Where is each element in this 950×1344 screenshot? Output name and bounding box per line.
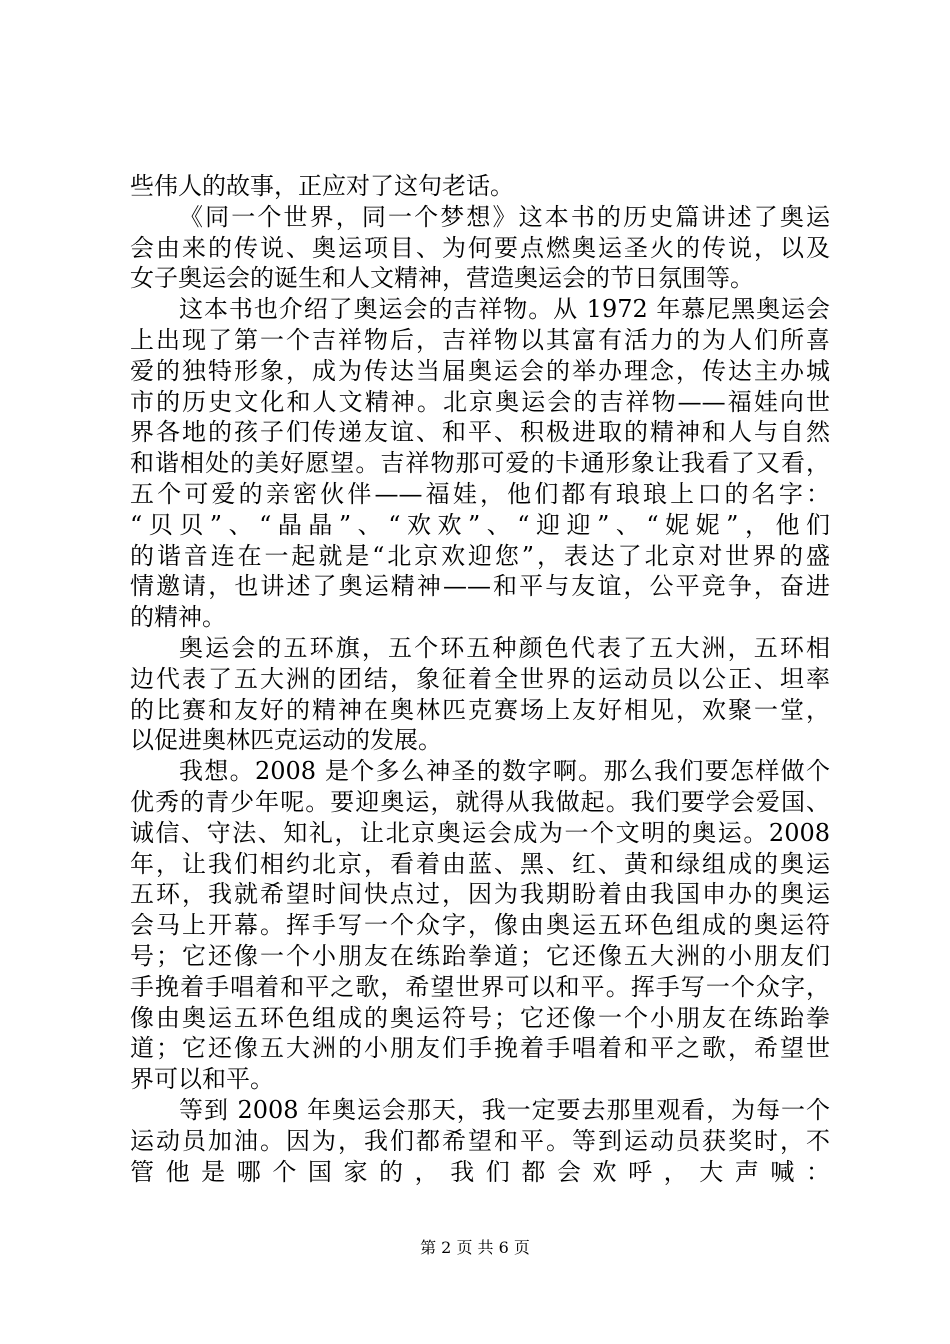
text-line: 优秀的青少年呢。要迎奥运，就得从我做起。我们要学会爱国、	[130, 787, 830, 816]
page-number-footer: 第 2 页 共 6 页	[420, 1238, 530, 1257]
text-line: 些伟人的故事，正应对了这句老话。	[130, 172, 514, 200]
text-line: 等到 2008 年奥运会那天，我一定要去那里观看，为每一个	[179, 1095, 830, 1124]
text-line: 以促进奥林匹克运动的发展。	[130, 726, 442, 755]
text-line: 市的历史文化和人文精神。北京奥运会的吉祥物——福娃向世	[130, 387, 830, 416]
text-line: 年，让我们相约北京，看着由蓝、黑、红、黄和绿组成的奥运	[130, 849, 830, 878]
text-line: 女子奥运会的诞生和人文精神，营造奥运会的节日氛围等。	[130, 264, 754, 293]
text-line: 奥运会的五环旗，五个环五种颜色代表了五大洲，五环相	[179, 633, 830, 662]
text-line: 运动员加油。因为，我们都希望和平。等到运动员获奖时，不	[130, 1126, 830, 1155]
text-line: 会马上开幕。挥手写一个众字，像由奥运五环色组成的奥运符	[130, 911, 830, 940]
text-line: 诚信、守法、知礼，让北京奥运会成为一个文明的奥运。2008	[130, 818, 830, 847]
text-line: 边代表了五大洲的团结，象征着全世界的运动员以公正、坦率	[130, 664, 830, 693]
text-line: 上出现了第一个吉祥物后，吉祥物以其富有活力的为人们所喜	[130, 325, 830, 354]
text-line: 情邀请，也讲述了奥运精神——和平与友谊，公平竞争，奋进	[130, 572, 830, 601]
text-line: 五个可爱的亲密伙伴——福娃，他们都有琅琅上口的名字：	[130, 479, 830, 508]
text-line: 和谐相处的美好愿望。吉祥物那可爱的卡通形象让我看了又看，	[130, 449, 830, 478]
text-line: 的谐音连在一起就是“北京欢迎您”，表达了北京对世界的盛	[130, 541, 830, 570]
text-line: 界各地的孩子们传递友谊、和平、积极进取的精神和人与自然	[130, 418, 830, 447]
text-line: 我想。2008 是个多么神圣的数字啊。那么我们要怎样做个	[179, 757, 830, 786]
text-line: 的比赛和友好的精神在奥林匹克赛场上友好相见，欢聚一堂，	[130, 695, 830, 724]
text-line: 的精神。	[130, 603, 226, 632]
text-line: 管他是哪个国家的，我们都会欢呼，大声喊：	[130, 1157, 830, 1186]
text-line: “贝贝”、“晶晶”、“欢欢”、“迎迎”、“妮妮”，他们	[130, 510, 830, 539]
text-line: 界可以和平。	[130, 1065, 274, 1094]
text-line: 爱的独特形象，成为传达当届奥运会的举办理念，传达主办城	[130, 356, 830, 385]
text-line: 这本书也介绍了奥运会的吉祥物。从 1972 年慕尼黑奥运会	[179, 295, 830, 324]
text-line: 《同一个世界，同一个梦想》这本书的历史篇讲述了奥运	[179, 202, 830, 231]
text-line: 手挽着手唱着和平之歌，希望世界可以和平。挥手写一个众字，	[130, 972, 830, 1001]
body-text	[130, 171, 830, 1187]
text-line: 五环，我就希望时间快点过，因为我期盼着由我国申办的奥运	[130, 880, 830, 909]
text-line: 号；它还像一个小朋友在练跆拳道；它还像五大洲的小朋友们	[130, 941, 830, 970]
text-line: 道；它还像五大洲的小朋友们手挽着手唱着和平之歌，希望世	[130, 1034, 830, 1063]
text-line: 像由奥运五环色组成的奥运符号；它还像一个小朋友在练跆拳	[130, 1003, 830, 1032]
text-line: 会由来的传说、奥运项目、为何要点燃奥运圣火的传说，以及	[130, 233, 830, 262]
